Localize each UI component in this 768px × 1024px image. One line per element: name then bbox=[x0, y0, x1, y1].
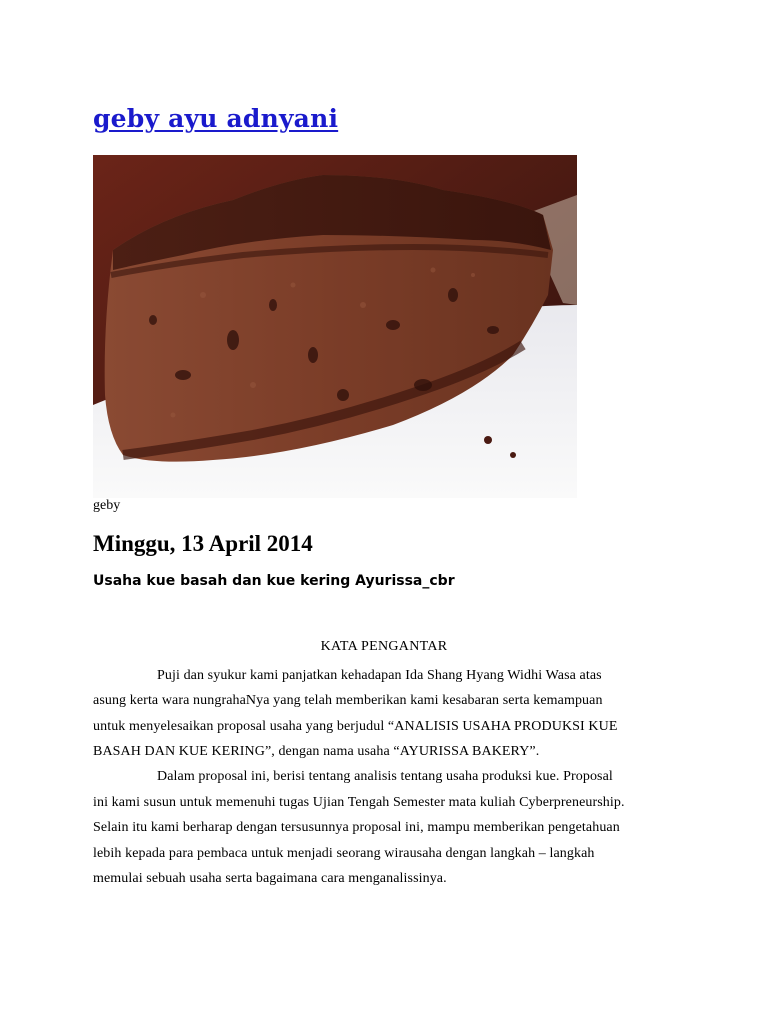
paragraph-line: untuk menyelesaikan proposal usaha yang berjudul “ANALISIS USAHA PRODUKSI KUE bbox=[93, 719, 618, 734]
paragraph-line: asung kerta wara nungrahaNya yang telah memberikan kami kesabaran serta kemampuan bbox=[93, 693, 603, 708]
blog-title-link[interactable]: geby ayu adnyani bbox=[93, 104, 339, 133]
paragraph-line: ini kami susun untuk memenuhi tugas Ujian Tengah Semester mata kuliah Cyberpreneurship. bbox=[93, 795, 625, 810]
paragraph-line: Selain itu kami berharap dengan tersusunnya proposal ini, mampu memberikan pengetahuan bbox=[93, 820, 620, 835]
post-date: Minggu, 13 April 2014 bbox=[93, 531, 313, 556]
cake-photo bbox=[93, 155, 577, 498]
photo-caption: geby bbox=[93, 498, 121, 513]
post-title: Usaha kue basah dan kue kering Ayurissa_cbr bbox=[93, 573, 455, 589]
paragraph-line: Dalam proposal ini, berisi tentang analisis tentang usaha produksi kue. Proposal bbox=[157, 769, 613, 784]
paragraph-line: Puji dan syukur kami panjatkan kehadapan Ida Shang Hyang Widhi Wasa atas bbox=[157, 668, 602, 683]
paragraph-line: memulai sebuah usaha serta bagaimana cara menganalissinya. bbox=[93, 871, 447, 886]
paragraph-line: BASAH DAN KUE KERING”, dengan nama usaha “AYURISSA BAKERY”. bbox=[93, 744, 540, 759]
section-heading: KATA PENGANTAR bbox=[320, 639, 448, 654]
paragraph-line: lebih kepada para pembaca untuk menjadi seorang wirausaha dengan langkah – langkah bbox=[93, 846, 595, 861]
